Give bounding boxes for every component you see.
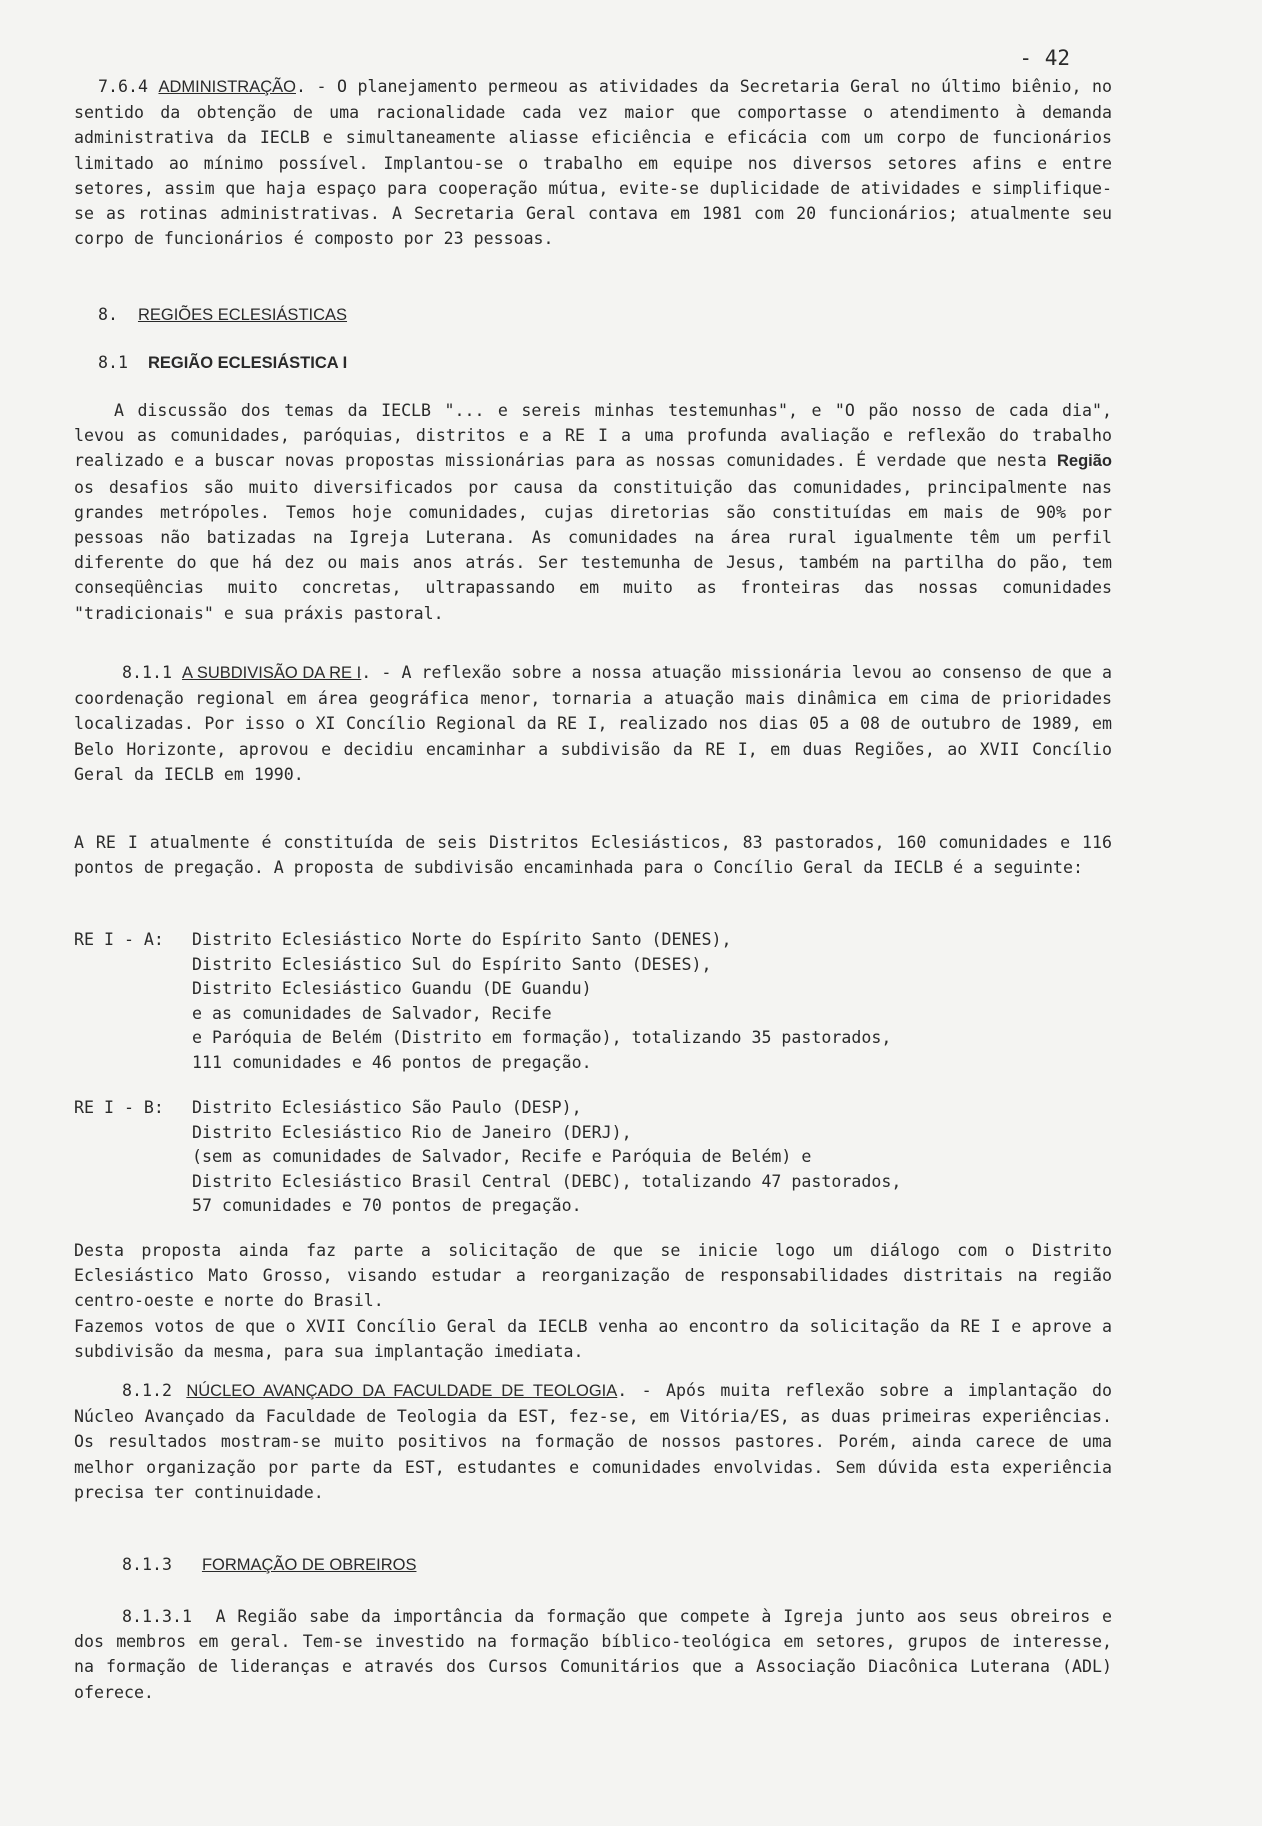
section-title: REGIÃO ECLESIÁSTICA I <box>147 354 348 372</box>
re-i-a-list <box>74 928 1112 1076</box>
list-label: RE I - A: <box>74 930 164 949</box>
list-lines <box>192 928 1112 1076</box>
list-line: e as comunidades de Salvador, Recife <box>192 1003 552 1023</box>
section-8-1-3-heading <box>122 1552 1112 1578</box>
section-8-1-1 <box>74 660 1112 787</box>
section-8-1-3-1 <box>74 1604 1112 1705</box>
section-7-6-4 <box>74 74 1112 251</box>
section-title: FORMAÇÃO DE OBREIROS <box>201 1556 417 1574</box>
list-line: Distrito Eclesiástico Brasil Central (DEBC), totalizando 47 pastorados, <box>192 1171 902 1191</box>
section-8-heading <box>98 302 1112 328</box>
section-title: NÚCLEO AVANÇADO DA FACULDADE DE TEOLOGIA <box>186 1382 618 1400</box>
section-8-1-2-paragraph <box>74 1378 1112 1505</box>
page-number: - 42 <box>1019 46 1070 70</box>
section-8-1-1-paragraph <box>74 660 1112 787</box>
section-number: 7.6.4 <box>98 77 148 96</box>
section-number: 8.1.3 <box>122 1555 172 1574</box>
list-line: Distrito Eclesiástico Norte do Espírito Santo (DENES), <box>192 930 732 949</box>
list-line: 57 comunidades e 70 pontos de pregação. <box>192 1196 582 1216</box>
section-number: 8. <box>98 305 118 324</box>
section-number: 8.1.1 <box>122 663 172 682</box>
section-8-1-3-1-paragraph <box>74 1604 1112 1705</box>
paragraph: A RE I atualmente é constituída de seis Distritos Eclesiásticos, 83 pastorados, 160 comunidades e 116 pontos de pregação. A proposta de subdivisão encaminhada para o Concílio Geral da IECLB é a seguinte: <box>74 833 1112 878</box>
paragraph: Fazemos votos de que o XVII Concílio Geral da IECLB venha ao encontro da solicitação da RE I e aprove a subdivisão da mesma, para sua implantação imediata. <box>74 1316 1112 1361</box>
section-text: A Região sabe da importância da formação que compete à Igreja junto aos seus obreiros e dos membros em geral. Tem-se investido na formação bíblico-teológica em setores, grupos de interesse, na formação de lideranças e através dos Cursos Comunitários que a Associação Diacônica Luterana (ADL) oferece. <box>74 1607 1113 1702</box>
section-8-1-1-para2 <box>74 830 1112 880</box>
paragraph: Desta proposta ainda faz parte a solicitação de que se inicie logo um diálogo com o Distrito Eclesiástico Mato Grosso, visando estudar a reorganização de responsabilidades distritais na região centro-oeste e norte do Brasil. <box>74 1241 1112 1311</box>
section-7-6-4-paragraph <box>74 74 1112 251</box>
list-line: (sem as comunidades de Salvador, Recife e Paróquia de Belém) e <box>192 1147 812 1167</box>
paragraph-part-b: os desafios são muito diversificados por causa da constituição das comunidades, principalmente nas grandes metrópoles. Temos hoje comunidades, cujas diretorias são constituídas em mais de 90% por pessoas não batizadas na Igreja Luterana. As comunidades na área rural igualmente têm um perfil diferente do que há dez ou mais anos atrás. Ser testemunha de Jesus, também na partilha do pão, tem conseqüências muito concretas, ultrapassando em muito as fronteiras das nossas comunidades "tradicionais" e sua práxis pastoral. <box>74 477 1112 623</box>
section-8-1-2 <box>74 1378 1112 1505</box>
section-text: . - Após muita reflexão sobre a implantação do Núcleo Avançado da Faculdade de Teologia da EST, fez-se, em Vitória/ES, as duas primeiras experiências. Os resultados mostram-se muito positivos na formação de nossos pastores. Porém, ainda carece de uma melhor organização por parte da EST, estudantes e comunidades envolvidas. Sem dúvida esta experiência precisa ter continuidade. <box>74 1381 1112 1502</box>
list-line: Distrito Eclesiástico Sul do Espírito Santo (DESES), <box>192 954 712 974</box>
section-8-1-heading <box>98 350 1112 376</box>
list-line: e Paróquia de Belém (Distrito em formação), totalizando 35 pastorados, <box>192 1028 892 1048</box>
section-text: . - O planejamento permeou as atividades da Secretaria Geral no último biênio, no sentido da obtenção de uma racionalidade cada vez maior que comportasse o atendimento à demanda administrativa da IECLB e simultaneamente aliasse eficiência e eficácia com um corpo de funcionários limitado ao mínimo possível. Implantou-se o trabalho em equipe nos diversos setores afins e entre setores, assim que haja espaço para cooperação mútua, evite-se duplicidade de atividades e simplifique-se as rotinas administrativas. A Secretaria Geral contava em 1981 com 20 funcionários; atualmente seu corpo de funcionários é composto por 23 pessoas. <box>74 77 1112 249</box>
section-text: . - A reflexão sobre a nossa atuação missionária levou ao consenso de que a coordenação regional em área geográfica menor, tornaria a atuação mais dinâmica em cima de prioridades localizadas. Por isso o XI Concílio Regional da RE I, realizado nos dias 05 a 08 de outubro de 1989, em Belo Horizonte, aprovou e decidiu encaminhar a subdivisão da RE I, em duas Regiões, ao XVII Concílio Geral da IECLB em 1990. <box>74 663 1112 784</box>
paragraph-bold-word: Região <box>1056 452 1112 471</box>
list-line: Distrito Eclesiástico São Paulo (DESP), <box>192 1098 582 1117</box>
proposal-paragraphs <box>74 1238 1112 1364</box>
list-label: RE I - B: <box>74 1098 164 1117</box>
list-line: 111 comunidades e 46 pontos de pregação. <box>192 1052 592 1072</box>
list-line: Distrito Eclesiástico Guandu (DE Guandu) <box>192 979 592 999</box>
section-number: 8.1.3.1 <box>122 1607 192 1626</box>
section-title: A SUBDIVISÃO DA RE I <box>182 664 362 682</box>
section-8-1-paragraph <box>74 398 1112 626</box>
section-title: REGIÕES ECLESIÁSTICAS <box>137 306 348 324</box>
section-8-1-body <box>74 398 1112 626</box>
paragraph-part-a: A discussão dos temas da IECLB "... e sereis minhas testemunhas", e "O pão nosso de cada dia", levou as comunidades, paróquias, distritos e a RE I a uma profunda avaliação e reflexão do trabalho realizado e a buscar novas propostas missionárias para as nossas comunidades. É verdade que nesta <box>74 401 1112 471</box>
section-title: ADMINISTRAÇÃO <box>158 78 296 96</box>
list-line: Distrito Eclesiástico Rio de Janeiro (DERJ), <box>192 1122 632 1142</box>
list-lines <box>192 1096 1112 1219</box>
re-i-b-list <box>74 1096 1112 1219</box>
section-number: 8.1 <box>98 353 128 372</box>
section-number: 8.1.2 <box>122 1381 172 1400</box>
